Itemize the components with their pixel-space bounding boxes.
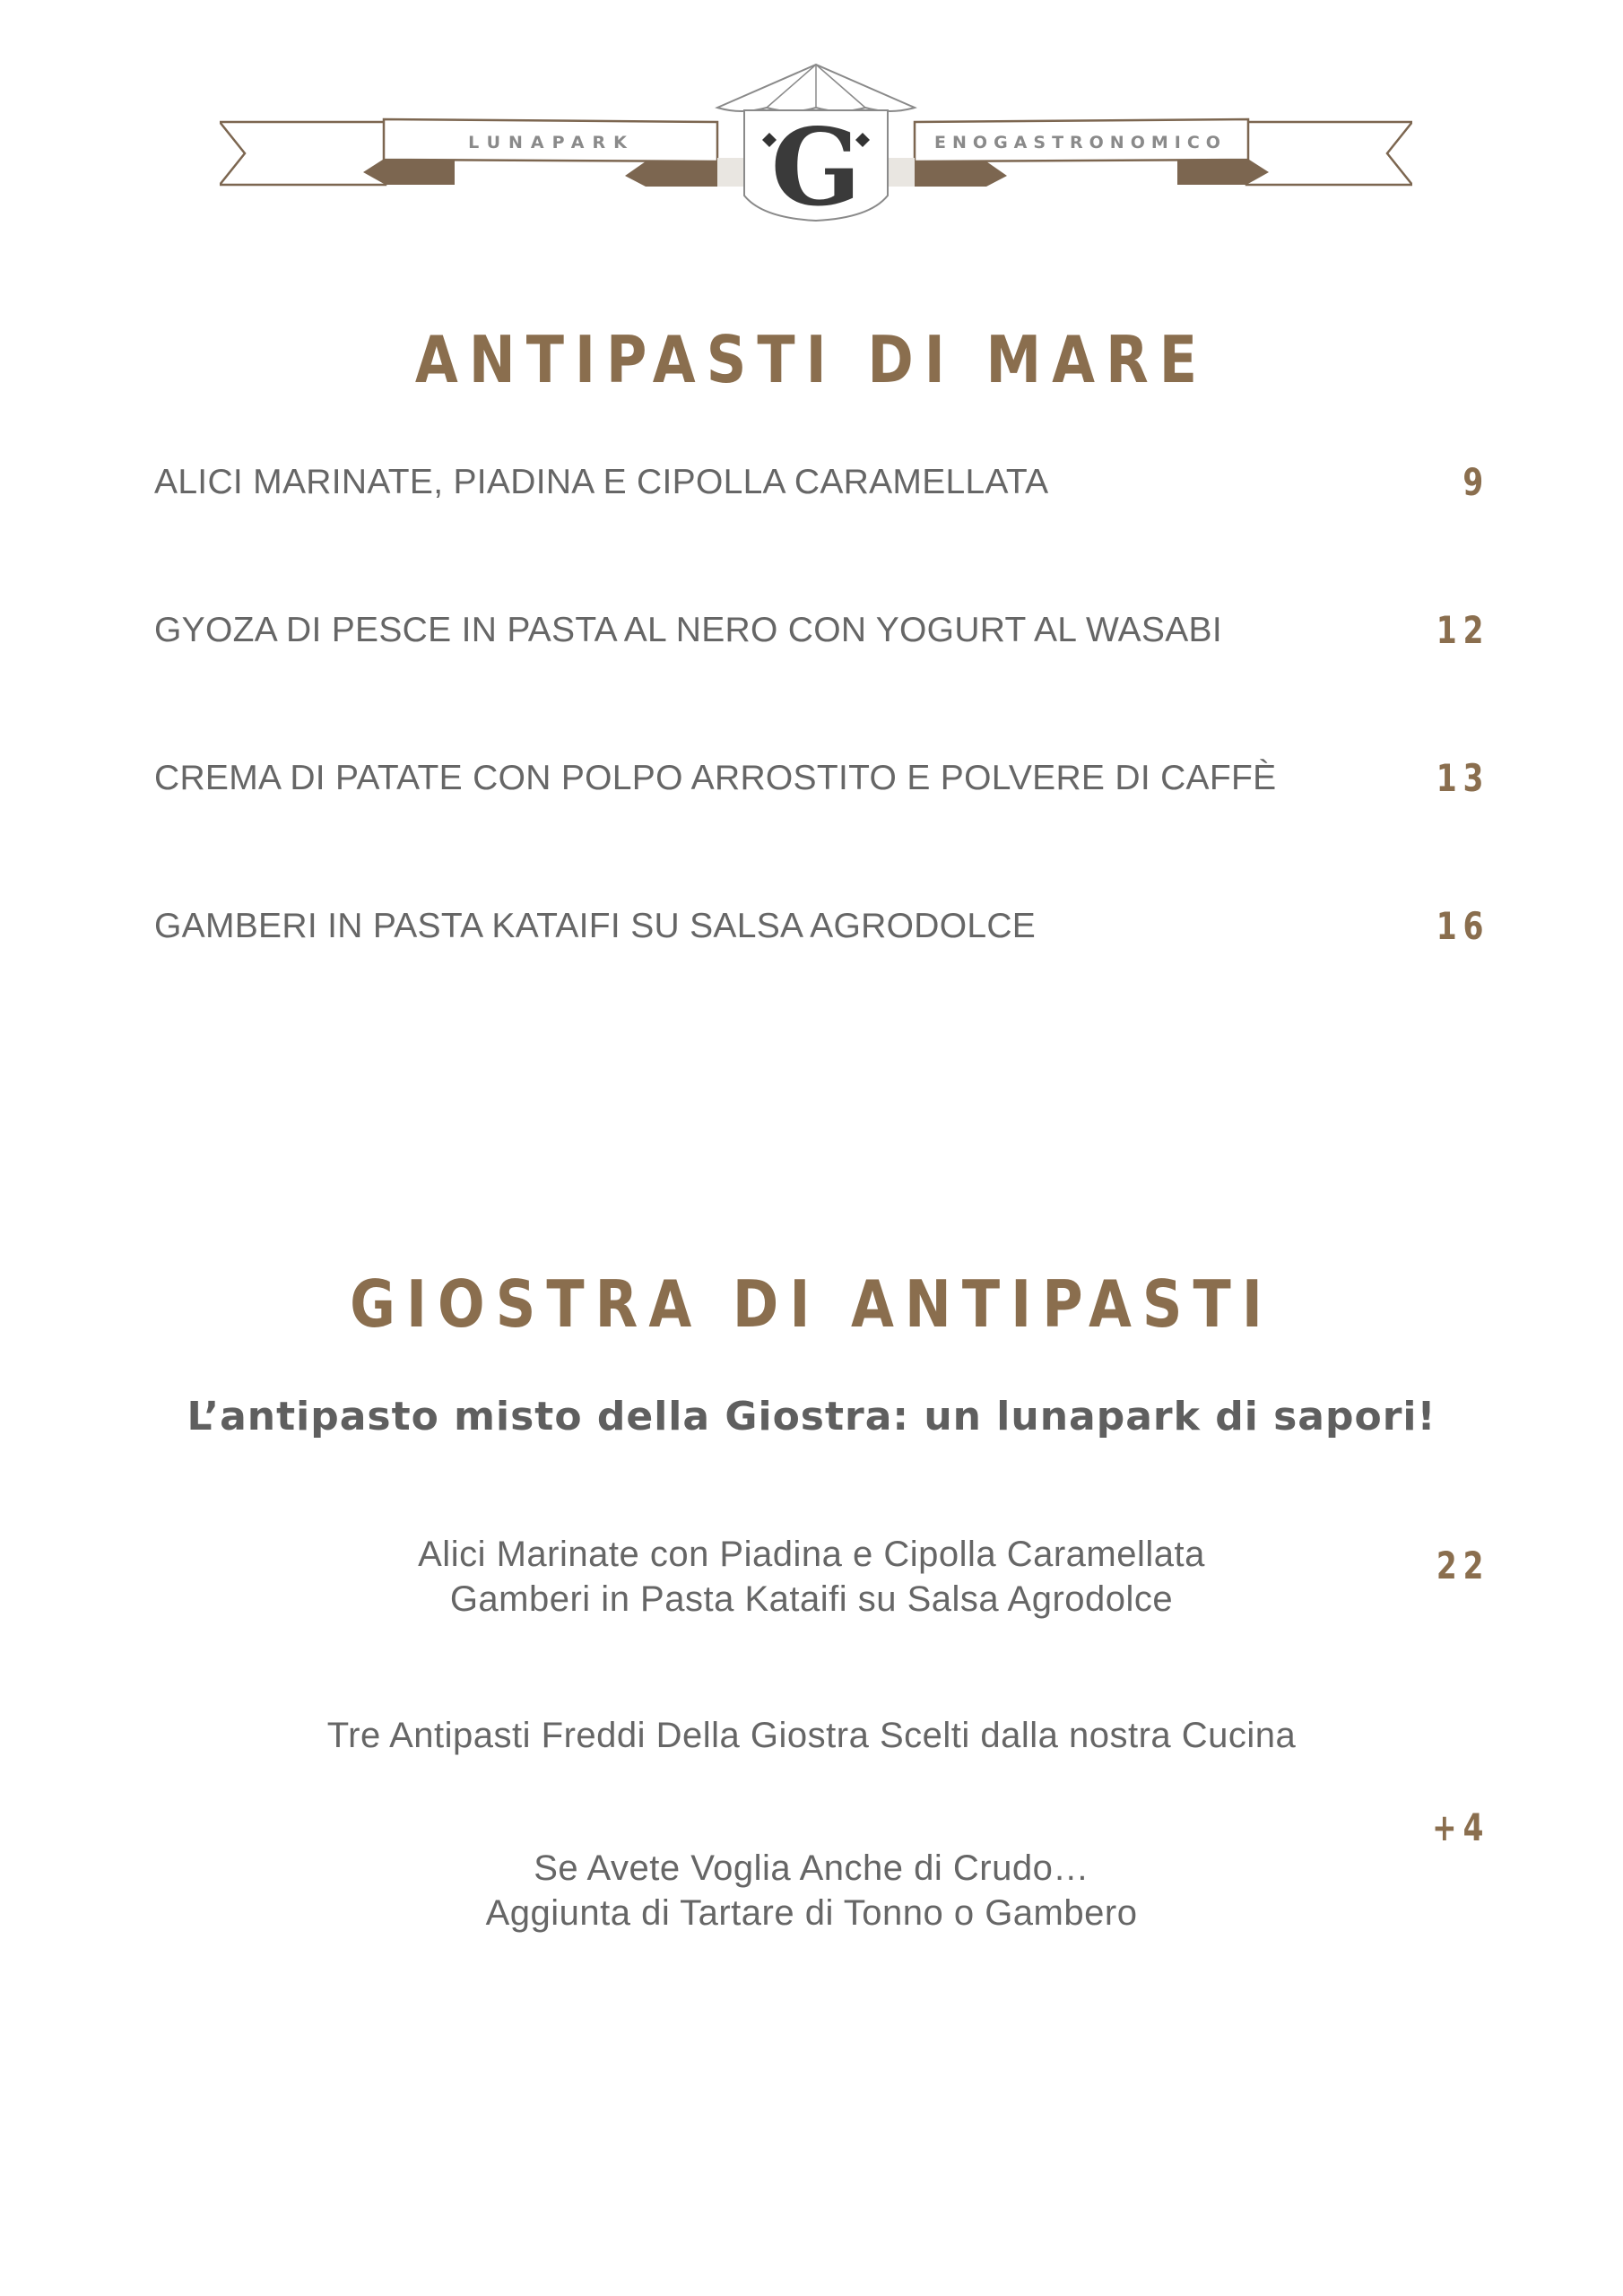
dish-name: ALICI MARINATE, PIADINA E CIPOLLA CARAMELLATA [154, 463, 1049, 501]
dish-price: 16 [1436, 904, 1489, 948]
lunapark-logo [220, 61, 1412, 231]
menu-item [154, 457, 1489, 605]
giostra-freddi-description [0, 1713, 1623, 1758]
logo-monogram: G [770, 105, 862, 230]
giostra-tagline: L’antipasto misto della Giostra: un lunapark di sapori! [187, 1394, 1436, 1439]
dish-name: GAMBERI IN PASTA KATAIFI SU SALSA AGRODOLCE [154, 907, 1037, 945]
menu-item [154, 605, 1489, 753]
giostra-combo-description [0, 1532, 1623, 1622]
combo-line: Gamberi in Pasta Kataifi su Salsa Agrodolce [449, 1579, 1174, 1619]
logo-lunapark-text: LUNAPARK [468, 133, 635, 152]
dish-price: 12 [1436, 608, 1489, 652]
logo-enogastronomico-text: ENOGASTRONOMICO [934, 133, 1227, 152]
menu-list-antipasti-mare [154, 457, 1489, 1049]
section-title-giostra-antipasti: GIOSTRA DI ANTIPASTI [350, 1266, 1273, 1342]
giostra-combo-price: 22 [1436, 1544, 1489, 1587]
logo-graphic [220, 61, 1412, 231]
dish-price: 13 [1436, 756, 1489, 800]
section-title-antipasti-mare: ANTIPASTI DI MARE [414, 322, 1209, 397]
giostra-extra-description [0, 1846, 1623, 1935]
menu-item [154, 901, 1489, 1049]
extra-line: Aggiunta di Tartare di Tonno o Gambero [485, 1893, 1138, 1933]
combo-line: Alici Marinate con Piadina e Cipolla Caramellata [418, 1535, 1205, 1574]
dish-name: GYOZA DI PESCE IN PASTA AL NERO CON YOGURT AL WASABI [154, 611, 1222, 649]
dish-name: CREMA DI PATATE CON POLPO ARROSTITO E POLVERE DI CAFFÈ [154, 759, 1277, 797]
menu-item [154, 753, 1489, 901]
giostra-extra-price: +4 [1431, 1805, 1489, 1849]
freddi-line: Tre Antipasti Freddi Della Giostra Scelti dalla nostra Cucina [326, 1716, 1297, 1755]
extra-line: Se Avete Voglia Anche di Crudo… [534, 1848, 1089, 1888]
dish-price: 9 [1462, 460, 1489, 504]
